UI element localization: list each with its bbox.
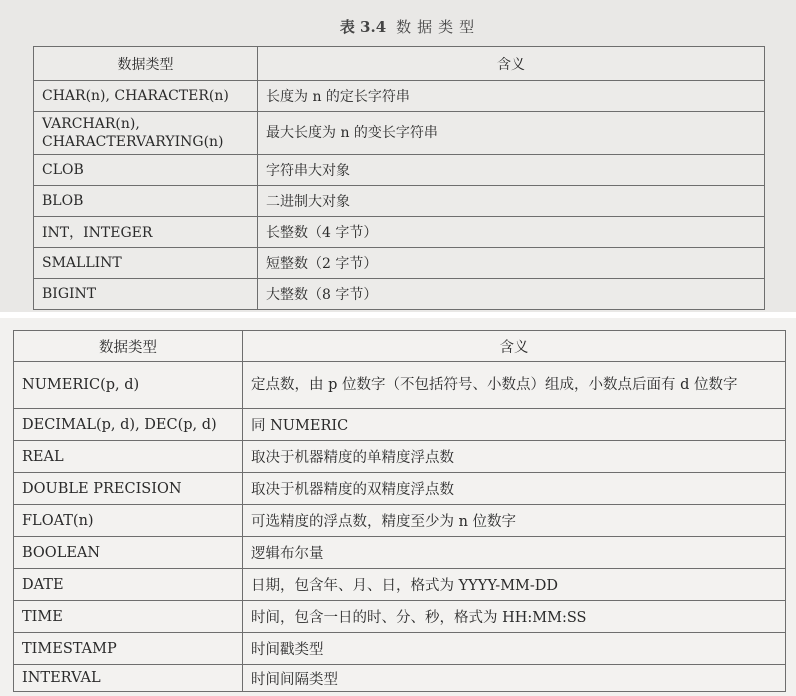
meaning-cell: 时间，包含一日的时、分、秒，格式为 HH:MM:SS	[243, 601, 786, 633]
table-caption-title: 数据类型	[396, 18, 481, 36]
header-meaning: 含义	[258, 47, 765, 81]
table-caption	[310, 16, 510, 37]
table-caption-number: 表 3.4	[339, 18, 387, 36]
table-row	[34, 112, 765, 155]
meaning-cell: 可选精度的浮点数，精度至少为 n 位数字	[243, 505, 786, 537]
meaning-cell: 日期，包含年、月、日，格式为 YYYY-MM-DD	[243, 569, 786, 601]
table-row	[34, 217, 765, 248]
type-cell: DOUBLE PRECISION	[14, 473, 243, 505]
meaning-cell: 取决于机器精度的双精度浮点数	[243, 473, 786, 505]
type-cell: CLOB	[34, 155, 258, 186]
meaning-cell: 长整数（4 字节）	[258, 217, 765, 248]
data-types-table-1	[33, 46, 765, 310]
table-row	[14, 633, 786, 665]
header-type: 数据类型	[34, 47, 258, 81]
type-cell: BLOB	[34, 186, 258, 217]
type-cell: FLOAT(n)	[14, 505, 243, 537]
type-cell: TIME	[14, 601, 243, 633]
type-cell: TIMESTAMP	[14, 633, 243, 665]
meaning-cell: 时间间隔类型	[243, 665, 786, 692]
table-row	[14, 537, 786, 569]
type-cell: SMALLINT	[34, 248, 258, 279]
type-cell: REAL	[14, 441, 243, 473]
table-row	[14, 505, 786, 537]
meaning-cell: 取决于机器精度的单精度浮点数	[243, 441, 786, 473]
table-row	[14, 409, 786, 441]
meaning-cell: 长度为 n 的定长字符串	[258, 81, 765, 112]
table-row	[14, 665, 786, 692]
meaning-cell: 大整数（8 字节）	[258, 279, 765, 310]
meaning-cell: 逻辑布尔量	[243, 537, 786, 569]
header-meaning: 含义	[243, 331, 786, 362]
table-row	[14, 473, 786, 505]
table-row	[14, 569, 786, 601]
type-cell: DATE	[14, 569, 243, 601]
table-row	[34, 186, 765, 217]
table-row	[14, 601, 786, 633]
type-cell: NUMERIC(p, d)	[14, 362, 243, 409]
meaning-cell: 同 NUMERIC	[243, 409, 786, 441]
meaning-cell: 字符串大对象	[258, 155, 765, 186]
meaning-cell: 最大长度为 n 的变长字符串	[258, 112, 765, 155]
meaning-cell: 二进制大对象	[258, 186, 765, 217]
table-row	[14, 362, 786, 409]
meaning-cell: 短整数（2 字节）	[258, 248, 765, 279]
type-cell: BIGINT	[34, 279, 258, 310]
type-cell: INTERVAL	[14, 665, 243, 692]
table-header-row	[34, 47, 765, 81]
table-header-row	[14, 331, 786, 362]
header-type: 数据类型	[14, 331, 243, 362]
table-row	[34, 279, 765, 310]
type-cell: INT，INTEGER	[34, 217, 258, 248]
type-cell: DECIMAL(p, d), DEC(p, d)	[14, 409, 243, 441]
type-cell: BOOLEAN	[14, 537, 243, 569]
type-cell: VARCHAR(n), CHARACTERVARYING(n)	[34, 112, 258, 155]
table-row	[14, 441, 786, 473]
table-row	[34, 248, 765, 279]
meaning-cell: 定点数，由 p 位数字（不包括符号、小数点）组成，小数点后面有 d 位数字	[243, 362, 786, 409]
type-cell: CHAR(n), CHARACTER(n)	[34, 81, 258, 112]
table-row	[34, 81, 765, 112]
data-types-table-2	[13, 330, 786, 692]
meaning-cell: 时间戳类型	[243, 633, 786, 665]
table-row	[34, 155, 765, 186]
